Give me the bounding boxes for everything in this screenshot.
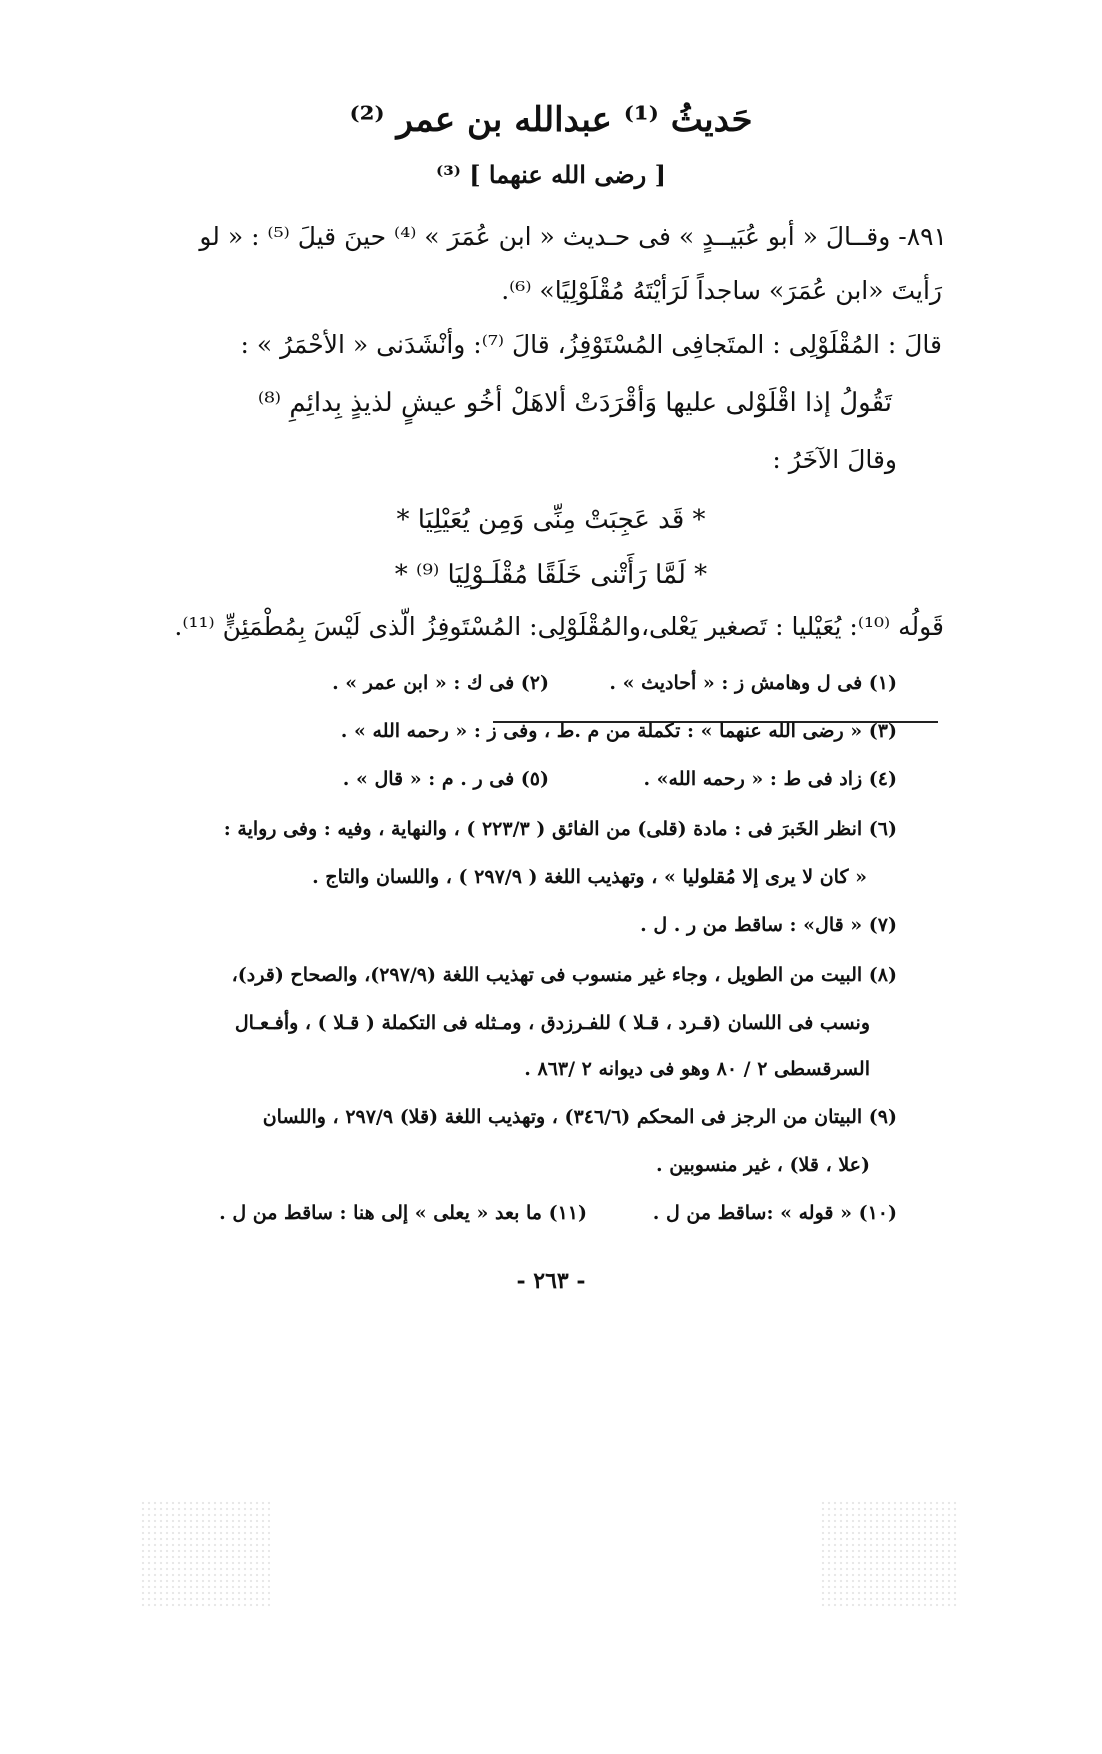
footnote-2: (٢) فى ك : « ابن عمر » . [332, 672, 549, 694]
entry-line-4: وقالَ الآخَرُ : [772, 445, 897, 474]
verse-2: * قَد عَجِبَتْ مِنِّى وَمِن يُعَيْلِيَا * [396, 505, 706, 535]
footnote-7: (٧) « قال» : ساقط من ر . ل . [640, 914, 897, 936]
entry-line-1: ٨٩١- وقــالَ « أبو عُبَيــدٍ » فى حـديث « ابن عُمَرَ » ⁽⁴⁾ حينَ قيلَ ⁽⁵⁾ : « لو [199, 222, 947, 251]
footnote-6-line-2: « كان لا يرى إلا مُقلوليا » ، وتهذيب اللغة ( ٢٩٧/٩ ) ، واللسان والتاج . [312, 866, 867, 888]
footnote-9-line-1: (٩) البيتان من الرجز فى المحكم (٣٤٦/٦) ، وتهذيب اللغة (قلا) ٢٩٧/٩ ، واللسان [262, 1106, 897, 1128]
verse-1: تَقُولُ إذا اقْلَوْلى عليها وَأقْرَدَتْ ألاهَلْ أخُو عيشٍ لذيذٍ بِدائِمِ ⁽⁸⁾ [257, 388, 892, 418]
footnote-5: (٥) فى ر . م : « قال » . [342, 768, 549, 790]
footnote-8-line-3: السرقسطى ٢ / ٨٠ وهو فى ديوانه ٢ /٨٦٣ . [524, 1058, 870, 1080]
footnote-8-line-1: (٨) البيت من الطويل ، وجاء غير منسوب فى تهذيب اللغة (٢٩٧/٩)، والصحاح (قرد)، [231, 964, 897, 986]
entry-line-2: رَأيتَ «ابن عُمَرَ» ساجداً لَرَأيْتَهُ مُقْلَوْلِيًا» ⁽⁶⁾. [501, 276, 942, 305]
entry-line-5: قَولُه ⁽¹⁰⁾: يُعَيْليا : تَصغير يَعْلى،والمُقْلَوْلِى: المُسْتَوفِزُ الّذى لَيْسَ بِمُطْمَئِنٍّ ⁽¹¹⁾. [174, 612, 944, 641]
footnote-10: (١٠) « قوله » :ساقط من ل . [652, 1202, 897, 1224]
footnote-4: (٤) زاد فى ط : « رحمه الله» . [643, 768, 897, 790]
scan-noise-left [140, 1500, 270, 1610]
chapter-title: حَديثُ ⁽¹⁾ عبدالله بن عمر ⁽²⁾ [349, 100, 753, 140]
verse-3: * لَمَّا رَأَتْنى خَلَقًا مُقْلَـوْلِيَا ⁽⁹⁾ * [394, 560, 708, 590]
footnote-3: (٣) « رضى الله عنهما » : تكملة من م .ط ، وفى ز : « رحمه الله » . [340, 720, 897, 742]
footnote-9-line-2: (علا ، قلا) ، غير منسوبين . [656, 1154, 870, 1176]
footnote-6-line-1: (٦) انظر الخَبرَ فى : مادة (قلى) من الفائق ( ٢٢٣/٣ ) ، والنهاية ، وفيه : وفى رواية : [223, 818, 897, 840]
scan-noise-right [820, 1500, 960, 1610]
footnote-11: (١١) ما بعد « يعلى » إلى هنا : ساقط من ل . [219, 1202, 587, 1224]
page-number: - ٢٦٣ - [516, 1268, 586, 1294]
footnote-1: (١) فى ل وهامش ز : « أحاديث » . [609, 672, 897, 694]
chapter-subtitle: [ رضى الله عنهما ] ⁽³⁾ [436, 160, 666, 189]
footnote-8-line-2: ونسب فى اللسان (قـرد ، قـلا ) للفـرزدق ، ومـثله فى التكملة ( قـلا ) ، وأفـعـال [234, 1012, 870, 1034]
entry-line-3: قالَ : المُقْلَوْلِى : المتَجافِى المُسْتَوْفِزُ، قالَ ⁽⁷⁾: وأنْشَدَنى « الأحْمَرُ » : [240, 330, 942, 359]
